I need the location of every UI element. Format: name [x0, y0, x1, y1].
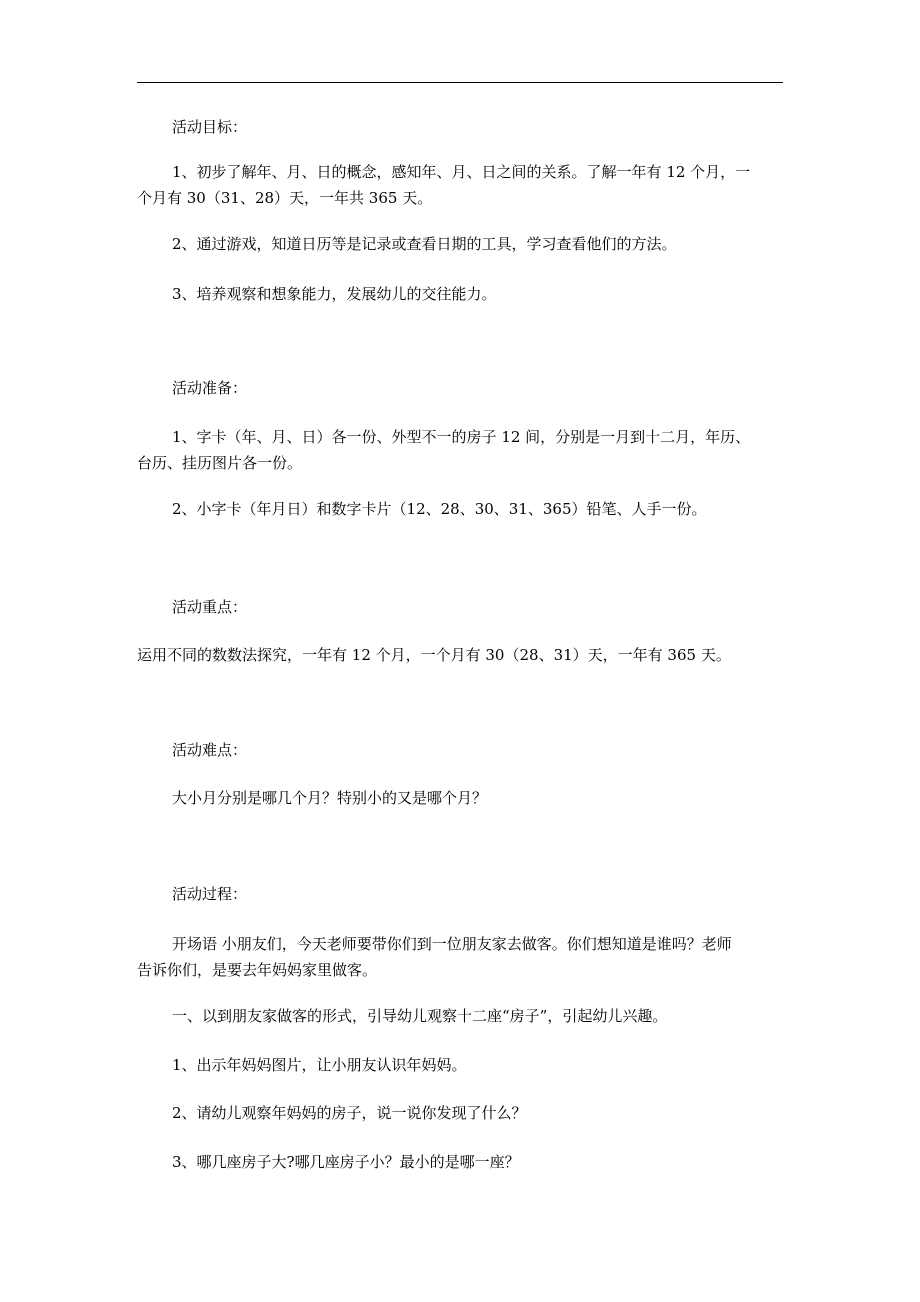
goals-item-1-line-2: 个月有 30（31、28）天，一年共 365 天。 [137, 189, 433, 207]
process-sub-3: 3、哪几座房子大?哪几座房子小？最小的是哪一座？ [172, 1153, 520, 1171]
process-opening-line-1: 开场语 小朋友们，今天老师要带你们到一位朋友家去做客。你们想知道是谁吗？老师 [172, 935, 732, 953]
process-heading: 活动过程： [172, 885, 248, 903]
key-text: 运用不同的数数法探究，一年有 12 个月，一个月有 30（28、31）天，一年有 365 天。 [137, 646, 731, 664]
goals-heading: 活动目标： [172, 118, 248, 136]
process-opening-line-2: 告诉你们，是要去年妈妈家里做客。 [137, 961, 378, 979]
difficulty-heading: 活动难点： [172, 741, 248, 759]
difficulty-text: 大小月分别是哪几个月？特别小的又是哪个月？ [172, 789, 488, 807]
key-heading: 活动重点： [172, 598, 248, 616]
process-sub-2: 2、请幼儿观察年妈妈的房子，说一说你发现了什么？ [172, 1104, 527, 1122]
goals-item-3: 3、培养观察和想象能力，发展幼儿的交往能力。 [172, 285, 497, 303]
prep-item-2: 2、小字卡（年月日）和数字卡片（12、28、30、31、365）铅笔、人手一份。 [172, 500, 707, 518]
goals-item-2: 2、通过游戏，知道日历等是记录或查看日期的工具，学习查看他们的方法。 [172, 235, 677, 253]
prep-heading: 活动准备： [172, 379, 248, 397]
process-step-1: 一、以到朋友家做客的形式，引导幼儿观察十二座“房子”，引起幼儿兴趣。 [172, 1007, 668, 1025]
goals-item-1-line-1: 1、初步了解年、月、日的概念，感知年、月、日之间的关系。了解一年有 12 个月，一 [172, 163, 751, 181]
header-rule [137, 82, 783, 83]
prep-item-1-line-1: 1、字卡（年、月、日）各一份、外型不一的房子 12 间，分别是一月到十二月，年历、 [172, 428, 751, 446]
prep-item-1-line-2: 台历、挂历图片各一份。 [137, 454, 303, 472]
process-sub-1: 1、出示年妈妈图片，让小朋友认识年妈妈。 [172, 1056, 467, 1074]
